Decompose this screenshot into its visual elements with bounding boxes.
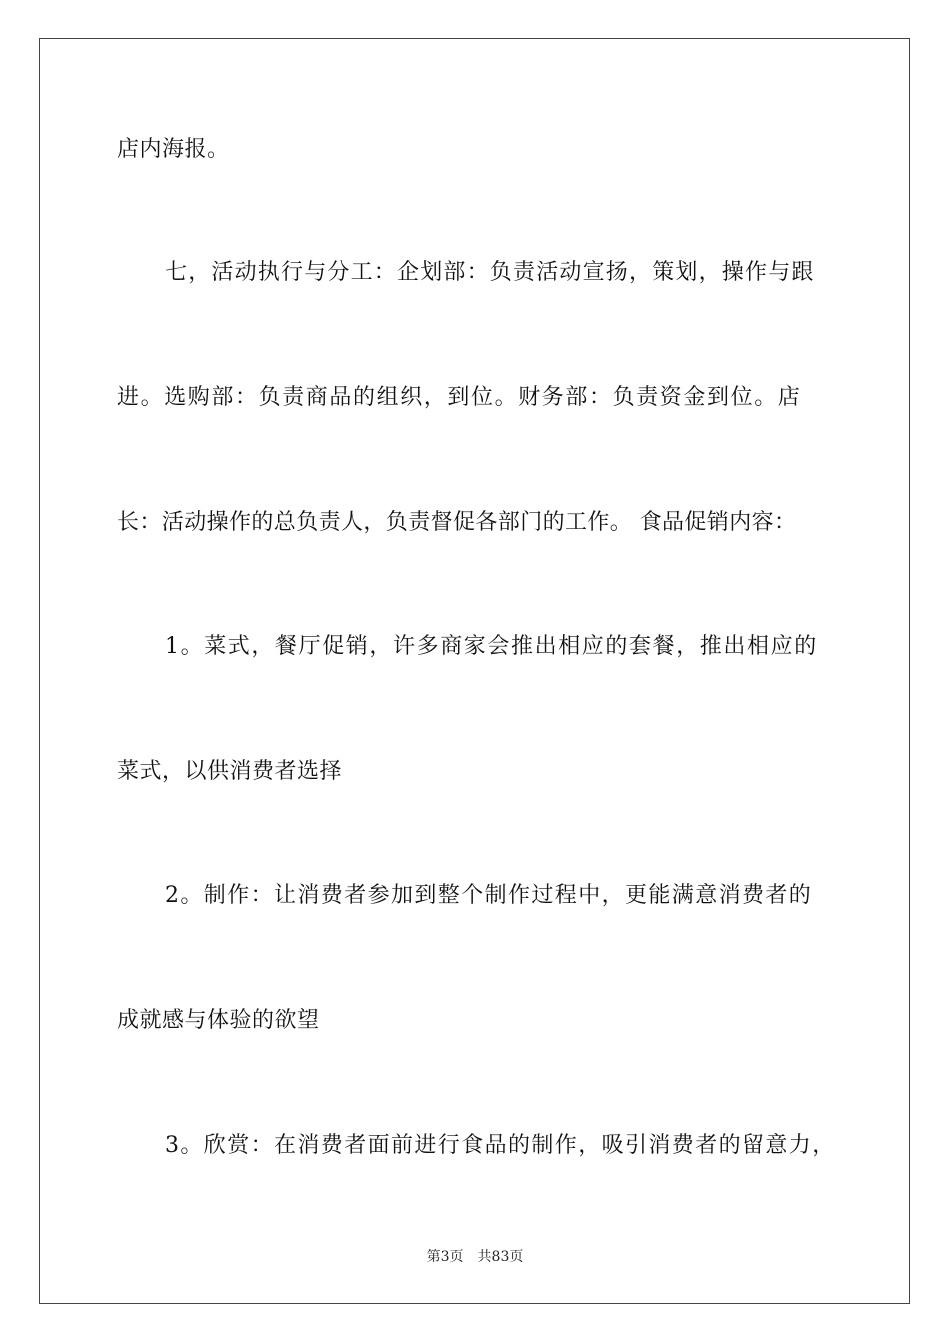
- page-border: [39, 38, 910, 1304]
- text-line-9: 3。欣赏：在消费者面前进行食品的制作，吸引消费者的留意力，: [165, 1133, 836, 1158]
- text-line-1: 店内海报。: [117, 137, 230, 162]
- text-line-6: 菜式，以供消费者选择: [117, 759, 343, 784]
- page-total: 共83页: [477, 1249, 524, 1265]
- text-line-8: 成就感与体验的欲望: [117, 1008, 320, 1033]
- page-footer: [0, 1248, 950, 1266]
- text-line-7: 2。制作：让消费者参加到整个制作过程中，更能满意消费者的: [165, 883, 813, 908]
- text-line-2: 七，活动执行与分工：企划部：负责活动宣扬，策划，操作与跟: [165, 260, 815, 285]
- text-line-5: 1。菜式，餐厅促销，许多商家会推出相应的套餐，推出相应的: [165, 634, 818, 659]
- page-number: 第3页: [426, 1249, 464, 1265]
- text-line-4: 长：活动操作的总负责人，负责督促各部门的工作。 食品促销内容：: [117, 510, 797, 535]
- text-line-3: 进。选购部：负责商品的组织，到位。财务部：负责资金到位。店: [117, 385, 802, 410]
